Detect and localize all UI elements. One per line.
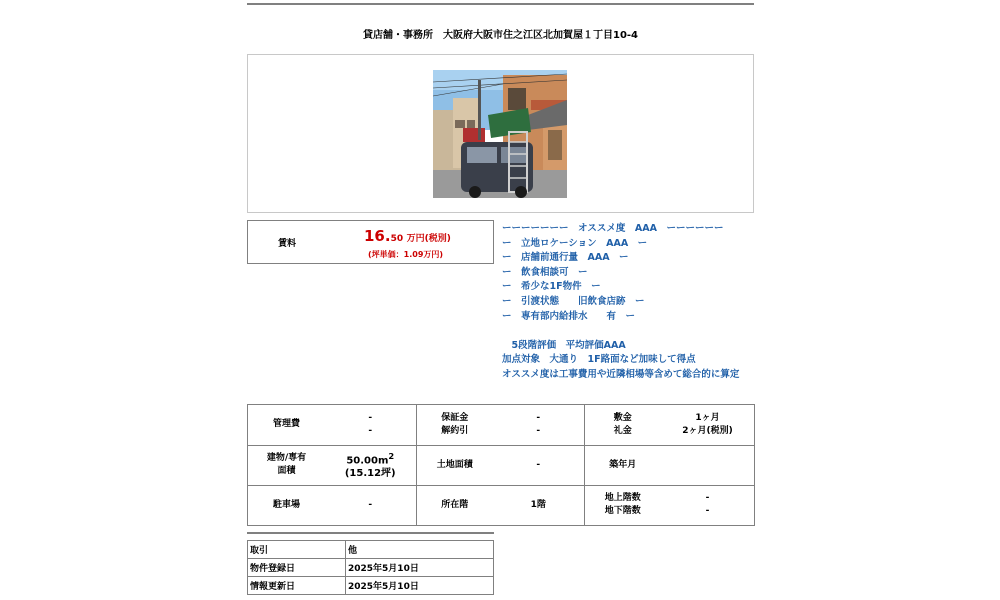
spec-value: - - <box>325 405 416 445</box>
rent-tsubo-price: (坪単価：1.09万円) <box>368 250 444 259</box>
spec-label: 保証金 解約引 <box>441 412 469 436</box>
page-title: 貸店舗・事務所 大阪府大阪市住之江区北加賀屋１丁目10-4 <box>362 30 639 41</box>
spec-label: 駐車場 <box>248 485 325 525</box>
rent-price-unit: 万円(税別) <box>406 234 451 244</box>
spec-label: 土地面積 <box>416 445 493 485</box>
spec-value: - - <box>493 405 584 445</box>
info-key: 情報更新日 <box>248 577 346 595</box>
spec-label: 管理費 <box>272 419 300 430</box>
table-row <box>248 559 494 577</box>
spec-label: 所在階 <box>416 485 493 525</box>
spec-value: 1階 <box>493 485 584 525</box>
spec-row <box>248 485 754 525</box>
info-value: 2025年5月10日 <box>346 559 494 577</box>
spec-value: 1ヶ月 2ヶ月(税別) <box>682 412 733 436</box>
promo-line: ー 飲食相談可 ー <box>502 266 588 278</box>
spec-row <box>248 405 754 445</box>
promo-line: ー 店舗前通行量 AAA ー <box>502 252 629 264</box>
info-divider <box>247 532 494 534</box>
recommendation-text <box>502 222 757 383</box>
photo-frame <box>247 54 754 213</box>
spec-label: 敷金 礼金 <box>613 412 632 436</box>
property-photo[interactable] <box>433 70 567 198</box>
spec-label: 築年月 <box>584 445 661 485</box>
promo-line: 5段階評価 平均評価AAA <box>502 339 626 351</box>
table-row <box>248 577 494 595</box>
spec-table <box>247 404 755 526</box>
top-divider <box>247 3 754 5</box>
promo-line: 加点対象 大通り 1F路面など加味して得点 <box>502 354 696 366</box>
spec-row <box>248 445 754 485</box>
info-key: 取引 <box>248 541 346 559</box>
spec-label: 建物/専有 面積 <box>248 445 325 485</box>
rent-price-main: 16. <box>364 227 391 245</box>
promo-line: オススメ度は工事費用や近隣相場等含めて総合的に算定 <box>502 368 740 380</box>
promo-line: ー 希少な1F物件 ー <box>502 281 601 293</box>
promo-line: ーーーーーーー オススメ度 AAA ーーーーーー <box>502 223 724 234</box>
promo-line: ー 専有部内給排水 有 ー <box>502 310 636 322</box>
rent-label: 賃料 <box>278 239 297 249</box>
spec-value: - - <box>661 485 754 525</box>
promo-line: ー 立地ロケーション AAA ー <box>502 237 648 249</box>
spec-value: - <box>493 445 584 485</box>
rent-box <box>247 220 494 264</box>
info-table <box>247 540 494 595</box>
promo-line: ー 引渡状態 旧飲食店跡 ー <box>502 295 645 307</box>
promo-line <box>502 324 757 339</box>
spec-value: - <box>325 485 416 525</box>
rent-price-decimal: 50 <box>390 234 404 244</box>
spec-value: $50.00m^2$ (15.12坪) <box>325 445 416 485</box>
info-value: 2025年5月10日 <box>346 577 494 595</box>
info-key: 物件登録日 <box>248 559 346 577</box>
info-value: 他 <box>346 541 494 559</box>
rent-price <box>364 227 451 245</box>
table-row <box>248 541 494 559</box>
spec-value <box>661 445 754 485</box>
spec-label: 地上階数 地下階数 <box>584 485 661 525</box>
